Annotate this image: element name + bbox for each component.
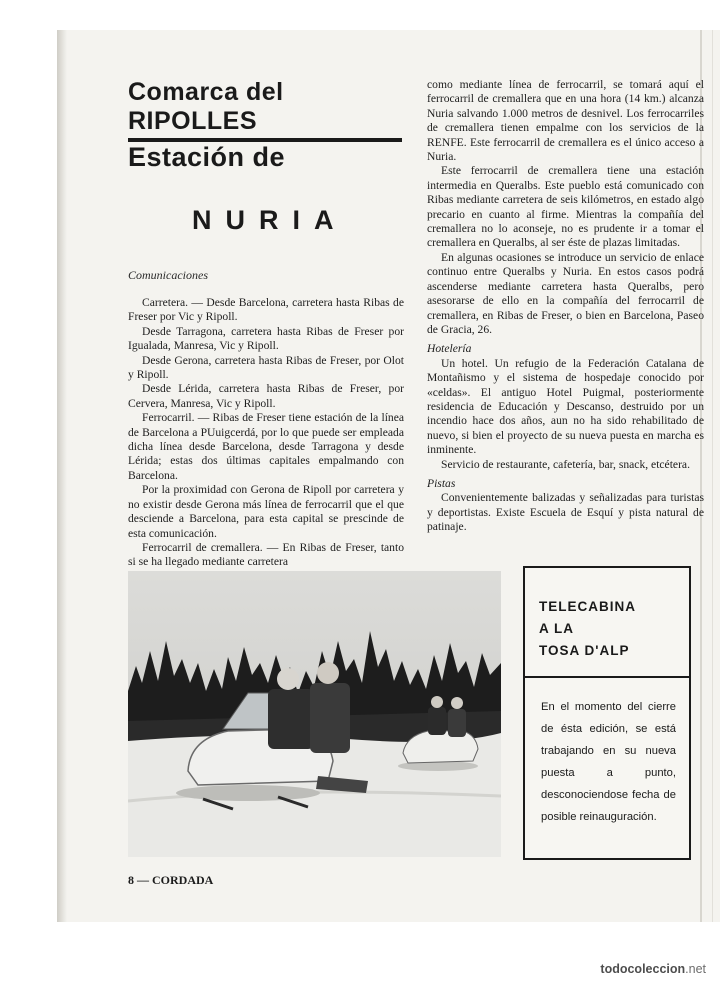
telecabina-title-line: TOSA D'ALP	[539, 643, 630, 658]
section-comunicaciones-label: Comunicaciones	[128, 268, 208, 282]
paragraph: Carretera. — Desde Barcelona, carretera hasta Ribas de Freser por Vic y Ripoll.	[128, 296, 404, 324]
telecabina-box	[523, 566, 691, 860]
page-footer: 8 — CORDADA	[128, 873, 214, 887]
paragraph: En algunas ocasiones se introduce un servicio de enlace continuo entre Queralbs y Nuria. En estos casos podrá ascenderse mediante carretera hasta Queralbs, pero asesorarse de ello en la compañía del ferrocarril de cremallera, en Ribas de Freser, o bien en Barcelona, Paseo de Gracia, 26.	[427, 250, 704, 336]
page-edge-secondary	[712, 30, 713, 922]
telecabina-title	[539, 596, 679, 662]
paragraph: Ferrocarril de cremallera. — En Ribas de Freser, tanto si se ha llegado mediante carretera	[128, 540, 404, 569]
watermark-brand: todocoleccion	[600, 962, 686, 976]
paragraph: Convenientemente balizadas y señalizadas para turistas y deportistas. Existe Escuela de Esquí y pista natural de patinaje.	[427, 491, 704, 534]
watermark	[600, 962, 706, 976]
paragraph: como mediante línea de ferrocarril, se tomará aquí el ferrocarril de cremallera que en una hora (14 km.) alcanza Nuria salvando 1.000 metros de desnivel. Los ferrocarriles de cremallera tienen empalme con los servicios de la RENFE. Este ferrocarril de cremallera es el único acceso a Nuria.	[427, 78, 704, 164]
paragraph: Ferrocarril. — Ribas de Freser tiene estación de la línea de Barcelona a PUuigcerdá, por lo que puede ser empleada dicha línea desde Barcelona, desde Tarragona y desde Lérida; estas dos últimas capitales empalmando con Barcelona.	[128, 411, 404, 482]
region-heading: Comarca del RIPOLLES	[128, 78, 402, 142]
paragraph: Desde Lérida, carretera hasta Ribas de Freser, por Cervera, Manresa, Vic y Ripoll.	[128, 382, 404, 410]
binding-shadow	[57, 30, 67, 922]
place-heading: NURIA	[192, 205, 348, 235]
paragraph: Servicio de restaurante, cafetería, bar, snack, etcétera.	[441, 457, 690, 471]
station-heading: Estación de	[128, 142, 286, 172]
paragraph: Por la proximidad con Gerona de Ripoll por carretera y no existir desde Gerona más línea de ferrocarril que el que desciende a Barcelona, para esta capital se prescinde de esta comunicación.	[128, 483, 404, 540]
watermark-suffix: .net	[685, 962, 706, 976]
telecabina-title-line: TELECABINA	[539, 599, 636, 614]
telecabina-text: En el momento del cierre de ésta edición, se está trabajando en su nueva puesta a punto, desconociendose fecha de posible reinauguración.	[541, 701, 676, 823]
section-pistas-label: Pistas	[427, 476, 456, 490]
left-column	[128, 296, 404, 570]
telecabina-divider	[525, 676, 689, 678]
paragraph: Un hotel. Un refugio de la Federación Catalana de Montañismo y el sistema de hospedaje conocido por «celdas». El antiguo Hotel Puigmal, posteriormente residencia de Educación y Descanso, destruido por un incendio hace dos años, aun no ha sido rehabilitado de nuevo, si bien el proyecto de su nueva puesta en marcha es inminente.	[427, 356, 704, 457]
paragraph: Desde Gerona, carretera hasta Ribas de Freser, por Olot y Ripoll.	[128, 353, 404, 382]
paragraph: Este ferrocarril de cremallera tiene una estación intermedia en Queralbs. Este pueblo está comunicado con Ribas mediante carretera de seis kilómetros, en estado algo precario en cuanto al firme. Mientras la compañía del cremallera no lo aconseje, no es prudente ir a tomar el cremallera en Queralbs, al ser éste de plazas limitadas.	[427, 164, 704, 250]
snowmobile-photo	[128, 571, 501, 857]
right-column	[427, 78, 704, 535]
paragraph: Desde Tarragona, carretera hasta Ribas de Freser por Igualada, Manresa, Vic y Ripoll.	[128, 324, 404, 353]
section-hoteleria-label: Hotelería	[427, 342, 472, 356]
telecabina-title-line: A LA	[539, 621, 574, 636]
